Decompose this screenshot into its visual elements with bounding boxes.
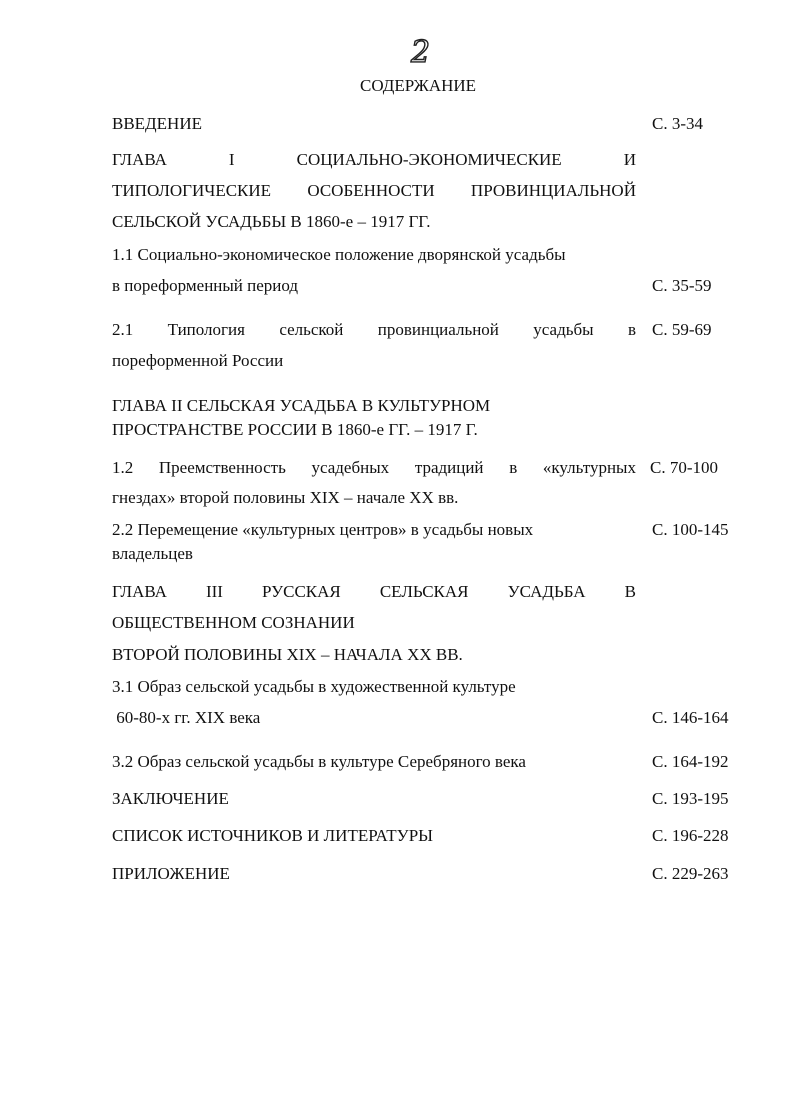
section-2-2-line2: владельцев xyxy=(112,544,193,563)
chapter3-heading-line2: ОБЩЕСТВЕННОМ СОЗНАНИИ xyxy=(112,613,355,632)
toc-intro-label: ВВЕДЕНИЕ xyxy=(112,114,202,133)
section-3-1-line2: 60-80-х гг. XIX века xyxy=(112,708,261,727)
section-3-2-pages: С. 164-192 xyxy=(652,752,729,771)
section-3-1-pages: С. 146-164 xyxy=(652,708,729,727)
chapter1-heading-line3: СЕЛЬСКОЙ УСАДЬБЫ В 1860-е – 1917 ГГ. xyxy=(112,212,431,231)
section-1-1-pages: С. 35-59 xyxy=(652,276,712,295)
chapter1-heading-line1: ГЛАВА I СОЦИАЛЬНО-ЭКОНОМИЧЕСКИЕ И xyxy=(112,150,636,169)
section-2-1-line1: 2.1 Типология сельской провинциальной усадьбы в xyxy=(112,320,636,339)
page-number-handwritten xyxy=(405,26,445,76)
chapter2-heading-line1: ГЛАВА II СЕЛЬСКАЯ УСАДЬБА В КУЛЬТУРНОМ xyxy=(112,396,491,415)
toc-intro-pages: С. 3-34 xyxy=(652,114,703,133)
section-1-1-line1: 1.1 Социально-экономическое положение дворянской усадьбы xyxy=(112,245,566,264)
toc-sources-label: СПИСОК ИСТОЧНИКОВ И ЛИТЕРАТУРЫ xyxy=(112,826,433,845)
chapter1-heading-line2: ТИПОЛОГИЧЕСКИЕ ОСОБЕННОСТИ ПРОВИНЦИАЛЬНОЙ xyxy=(112,181,636,200)
section-3-1-line1: 3.1 Образ сельской усадьбы в художественной культуре xyxy=(112,677,516,696)
section-2-2-line1: 2.2 Перемещение «культурных центров» в усадьбы новых xyxy=(112,520,534,539)
section-1-1-line2: в пореформенный период xyxy=(112,276,299,295)
section-2-2-pages: С. 100-145 xyxy=(652,520,729,539)
chapter3-heading-line3: ВТОРОЙ ПОЛОВИНЫ XIX – НАЧАЛА XX ВВ. xyxy=(112,645,463,664)
toc-sources-pages: С. 196-228 xyxy=(652,826,729,845)
section-1-2-line2: гнездах» второй половины XIX – начале XX вв. xyxy=(112,488,459,507)
section-1-2-line1: 1.2 Преемственность усадебных традиций в «культурных xyxy=(112,458,636,477)
section-3-2-line1: 3.2 Образ сельской усадьбы в культуре Серебряного века xyxy=(112,752,526,771)
toc-title: СОДЕРЖАНИЕ xyxy=(360,76,477,95)
toc-conclusion-pages: С. 193-195 xyxy=(652,789,729,808)
section-2-1-pages: С. 59-69 xyxy=(652,320,712,339)
toc-appendix-pages: С. 229-263 xyxy=(652,864,729,883)
chapter3-heading-line1: ГЛАВА III РУССКАЯ СЕЛЬСКАЯ УСАДЬБА В xyxy=(112,582,636,601)
section-1-2-pages: С. 70-100 xyxy=(650,458,718,477)
section-2-1-line2: пореформенной России xyxy=(112,351,284,370)
toc-appendix-label: ПРИЛОЖЕНИЕ xyxy=(112,864,230,883)
page-number: 2 xyxy=(411,35,431,70)
chapter2-heading-line2: ПРОСТРАНСТВЕ РОССИИ В 1860-е ГГ. – 1917 Г. xyxy=(112,420,478,439)
toc-conclusion-label: ЗАКЛЮЧЕНИЕ xyxy=(112,789,229,808)
